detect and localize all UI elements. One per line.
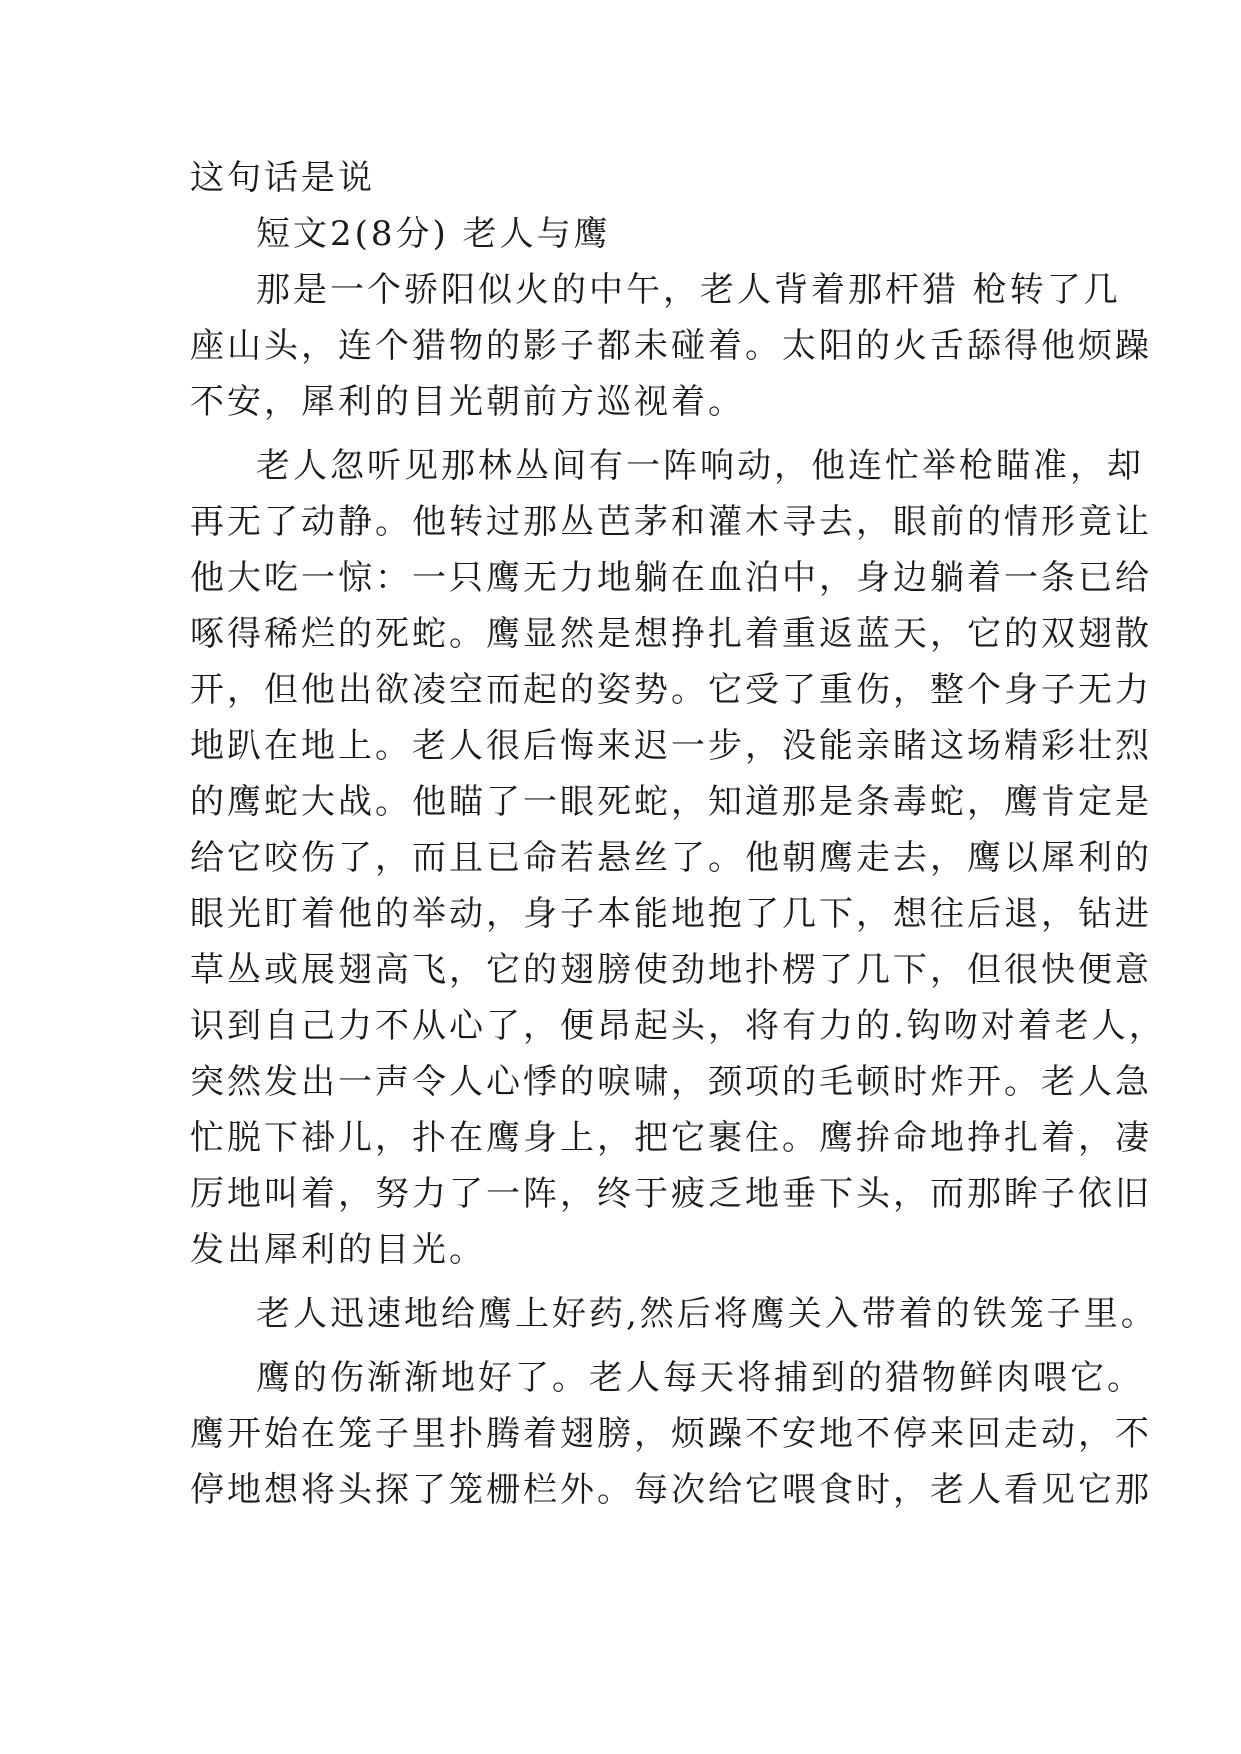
text-line: 停地想将头探了笼栅栏外。每次给它喂食时，老人看见它那 bbox=[190, 1470, 1152, 1510]
text-line: 老人忽听见那林丛间有一阵响动，他连忙举枪瞄准，却 bbox=[256, 446, 1144, 486]
text-line: 他大吃一惊：一只鹰无力地躺在血泊中，身边躺着一条已给 bbox=[190, 558, 1152, 598]
text-line: 座山头，连个猎物的影子都未碰着。太阳的火舌舔得他烦躁 bbox=[190, 326, 1152, 366]
text-line: 啄得稀烂的死蛇。鹰显然是想挣扎着重返蓝天，它的双翅散 bbox=[190, 614, 1152, 654]
text-line: 老人迅速地给鹰上好药,然后将鹰关入带着的铁笼子里。 bbox=[256, 1294, 1158, 1334]
text-line: 的鹰蛇大战。他瞄了一眼死蛇，知道那是条毒蛇，鹰肯定是 bbox=[190, 782, 1152, 822]
text-line: 这句话是说 bbox=[190, 158, 375, 198]
text-line: 鹰开始在笼子里扑腾着翅膀，烦躁不安地不停来回走动，不 bbox=[190, 1414, 1152, 1454]
text-line: 再无了动静。他转过那丛芭茅和灌木寻去，眼前的情形竟让 bbox=[190, 502, 1152, 542]
text-line: 发出犀利的目光。 bbox=[190, 1230, 486, 1270]
text-line: 不安，犀利的目光朝前方巡视着。 bbox=[190, 382, 745, 422]
text-line: 厉地叫着，努力了一阵，终于疲乏地垂下头，而那眸子依旧 bbox=[190, 1174, 1152, 1214]
text-line: 给它咬伤了，而且已命若悬丝了。他朝鹰走去，鹰以犀利的 bbox=[190, 838, 1152, 878]
text-line: 突然发出一声令人心悸的唳啸，颈项的毛顿时炸开。老人急 bbox=[190, 1062, 1152, 1102]
text-line: 那是一个骄阳似火的中午，老人背着那杆猎 枪转了几 bbox=[256, 270, 1121, 310]
text-line: 地趴在地上。老人很后悔来迟一步，没能亲睹这场精彩壮烈 bbox=[190, 726, 1152, 766]
text-line: 草丛或展翅高飞，它的翅膀使劲地扑楞了几下，但很快便意 bbox=[190, 950, 1152, 990]
text-line: 识到自己力不从心了，便昂起头，将有力的.钩吻对着老人， bbox=[190, 1006, 1166, 1046]
text-line: 鹰的伤渐渐地好了。老人每天将捕到的猎物鲜肉喂它。 bbox=[256, 1358, 1144, 1398]
section-heading: 短文2(8分) 老人与鹰 bbox=[256, 214, 611, 254]
text-line: 眼光盯着他的举动，身子本能地抱了几下，想往后退，钻进 bbox=[190, 894, 1152, 934]
text-line: 开，但他出欲凌空而起的姿势。它受了重伤，整个身子无力 bbox=[190, 670, 1152, 710]
text-line: 忙脱下褂儿，扑在鹰身上，把它裹住。鹰拚命地挣扎着，凄 bbox=[190, 1118, 1152, 1158]
